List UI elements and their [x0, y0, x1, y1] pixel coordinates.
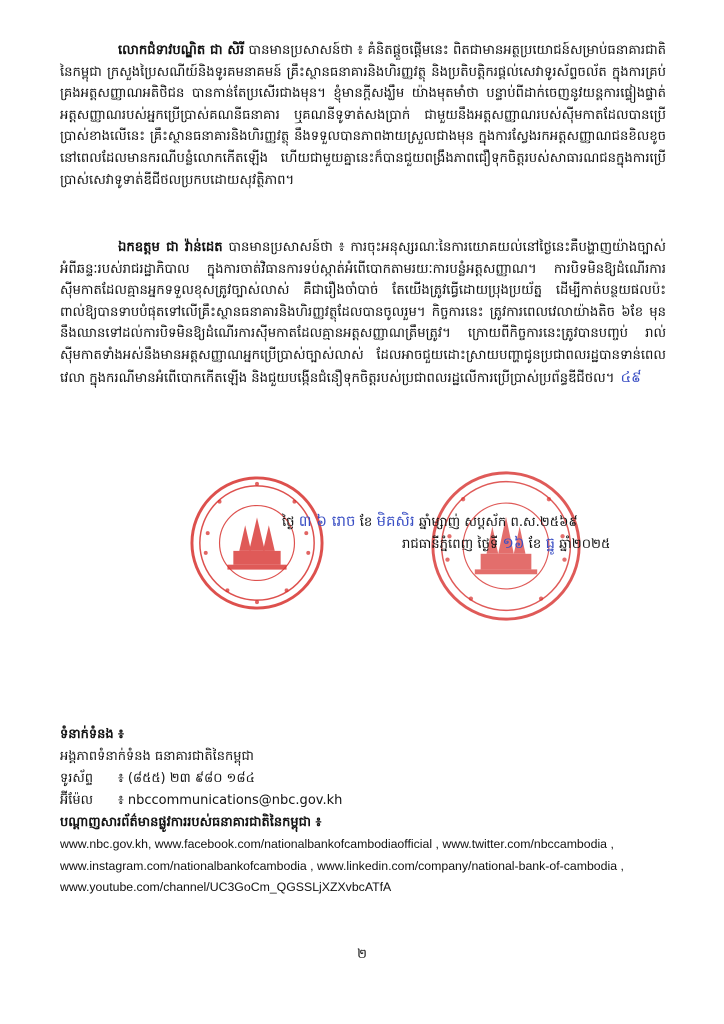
- links-line-2[interactable]: www.instagram.com/nationalbankofcambodia , www.linkedin.com/company/national-bank-of-cambodia ,: [60, 858, 624, 873]
- contact-heading: ទំនាក់ទំនង ៖: [60, 727, 124, 742]
- date-month-label: ខែ: [359, 515, 373, 530]
- page-number: ២: [357, 947, 367, 962]
- email-value[interactable]: ៖ nbccommunications@nbc.gov.kh: [118, 793, 343, 808]
- social-heading: បណ្តាញសារព័ត៌មានផ្លូវការរបស់ធនាគារជាតិនៃកម្ពុជា ៖: [60, 815, 322, 830]
- handwritten-lunar-month: មិគសិរ: [376, 512, 415, 530]
- solar-date-line: [402, 534, 610, 556]
- phone-value: ៖ (៨៥៥) ២៣ ៩៨០ ១៨៤: [118, 771, 255, 786]
- lunar-year-text: ឆ្នាំម្សាញ់ សប្តស័ក ព.ស.២៥៦៩: [418, 515, 578, 530]
- quote-text-2: បានមានប្រសាសន៍ថា ៖ ការចុះអនុស្សរណៈនៃការយោគយល់នៅថ្ងៃនេះគឺបង្ហាញយ៉ាងច្បាស់អំពីឆន្ទៈរបស់រាជរដ្ឋាភិបាល ក្នុងការចាត់វិធានការទប់ស្កាត់អំពើបោកតាមរយៈការបន្លំអត្តសញ្ញាណ។ ការបិទមិនឱ្យដំណើរការស៊ីមកាតដែលគ្មានអ្នកទទួលខុសត្រូវច្បាស់លាស់ គឺជារឿងចាំបាច់ តែយើងត្រូវធ្វើដោយប្រុងប្រយ័ត្ន ដើម្បីកាត់បន្ថយផលប៉ះពាល់ឱ្យបានទាបបំផុតទៅលើគ្រឹះស្ថានធនាគារនិងហិរញ្ញវត្ថុដែលបានចូលរួម។ កិច្ចការនេះ ត្រូវការពេលវេលាយ៉ាងតិច ៦ខែ មុននឹងឈានទៅដល់ការបិទមិនឱ្យដំណើរការស៊ីមកាតដែលគ្មានអត្តសញ្ញាណត្រឹមត្រូវ។ ក្រោយពីកិច្ចការនេះត្រូវបានបញ្ចប់ រាល់ស៊ីមកាតទាំងអស់នឹងមានអត្តសញ្ញាណអ្នកប្រើប្រាស់ច្បាស់លាស់ ដែលអាចជួយដោះស្រាយបញ្ហាជូនប្រជាពលរដ្ឋបានទាន់ពេលវេលា ក្នុងករណីមានអំពើបោកកើតឡើង និងជួយបង្កើនជំនឿទុកចិត្តរបស់ប្រជាពលរដ្ឋលើការប្រើប្រាស់ប្រព័ន្ធឌីជីថល។: [60, 240, 666, 386]
- email-label: អ៊ីម៉ែល: [60, 793, 94, 808]
- phone-label: ទូរស័ព្ទ: [60, 771, 94, 786]
- official-seal-left: [188, 474, 326, 612]
- contact-phone-row: [60, 768, 680, 790]
- quote-paragraph-2: [60, 237, 666, 389]
- handwritten-day: ១៦: [502, 534, 525, 552]
- handwritten-lunar-day: ៣ ៦ រោច: [298, 512, 356, 530]
- contact-org: អង្គភាពទំនាក់ទំនង ធនាគារជាតិនៃកម្ពុជា: [60, 749, 254, 764]
- contact-block: [60, 724, 680, 834]
- signature-initial: ៤៩: [620, 367, 642, 386]
- speaker-name-1: លោកជំទាវបណ្ឌិត ជា សិរី: [118, 43, 245, 58]
- handwritten-month: ធ្នូ: [545, 534, 555, 552]
- contact-email-row: [60, 790, 680, 812]
- date-place-label: រាជធានីភ្នំពេញ ថ្ងៃទី: [402, 537, 499, 552]
- solar-year-text: ឆ្នាំ២០២៥: [559, 537, 611, 552]
- links-line-3[interactable]: www.youtube.com/channel/UC3GoCm_QGSSLjXZXvbcATfA: [60, 880, 392, 895]
- speaker-name-2: ឯកឧត្តម ជា វ៉ាន់ដេត: [118, 240, 223, 255]
- lunar-date-line: [282, 512, 578, 534]
- social-links: [60, 834, 700, 899]
- seal-left-graphic: [188, 474, 326, 612]
- quote-text-1: បានមានប្រសាសន៍ថា ៖ គំនិតផ្តួចផ្តើមនេះ ពិតជាមានអត្ថប្រយោជន៍សម្រាប់ធនាគារជាតិនៃកម្ពុជា ក្រសួងប្រៃសណីយ៍និងទូរគមនាគមន៍ គ្រឹះស្ថានធនាគារនិងហិរញ្ញវត្ថុ និងប្រតិបត្តិករផ្តល់សេវាទូរស័ព្ទចល័ត ក្នុងការគ្រប់គ្រងអត្តសញ្ញាណអតិថិជន បានកាន់តែប្រសើរជាងមុន។ ខ្ញុំមានក្តីសង្ឃឹម យ៉ាងមុតមាំថា បន្ទាប់ពីដាក់ចេញនូវយន្តការផ្ទៀងផ្ទាត់អត្តសញ្ញាណរបស់អ្នកប្រើប្រាស់គណនីធនាគារ ឬគណនីទូទាត់សងប្រាក់ ជាមួយនឹងអត្តសញ្ញាណរបស់ស៊ីមកាតដែលបានប្រើប្រាស់ខាងលើនេះ គ្រឹះស្ថានធនាគារនិងហិរញ្ញវត្ថុ នឹងទទួលបានភាពងាយស្រួលជាងមុន ក្នុងការស្វែងរកអត្តសញ្ញាណជនខិលខូចនៅពេលដែលមានករណីបន្លំលោកកើតឡើង ហើយជាមួយគ្នានេះក៏បានជួយពង្រឹងភាពជឿទុកចិត្តរបស់សាធារណជនក្នុងការប្រើប្រាស់សេវាទូទាត់ឌីជីថលប្រកបដោយសុវត្ថិភាព។: [60, 43, 667, 188]
- links-line-1[interactable]: www.nbc.gov.kh, www.facebook.com/nationalbankofcambodiaofficial , www.twitter.com/nbccambodia ,: [60, 837, 614, 851]
- date-month-label-2: ខែ: [528, 537, 542, 552]
- date-day-label: ថ្ងៃ: [282, 515, 295, 530]
- quote-paragraph-1: [60, 40, 666, 191]
